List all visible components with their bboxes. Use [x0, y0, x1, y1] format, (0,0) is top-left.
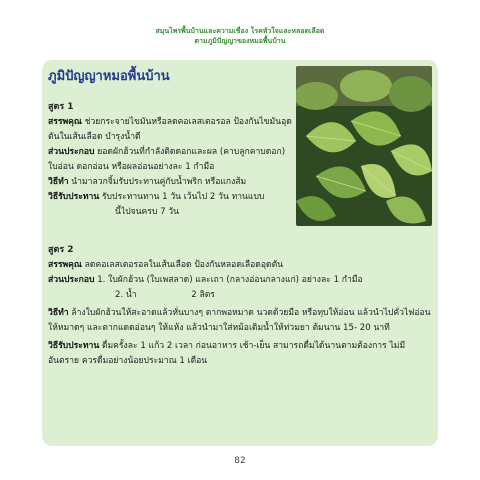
recipe-1-heading: สูตร 1	[48, 102, 74, 112]
recipe-1-usage-label: วิธีรับประทาน	[48, 192, 100, 202]
recipe-1-benefit-text: ช่วยกระจายไขมันหรือลดคอเลสเตอรอล ป้องกันไขมันอุดตันในเส้นเลือด บำรุงน้ำดี	[48, 117, 292, 142]
leaf-illustration	[296, 66, 432, 226]
recipe-1	[48, 100, 292, 220]
recipe-1-benefit-label: สรรพคุณ	[48, 117, 82, 127]
recipe-2	[48, 243, 434, 369]
recipe-2-ingredients	[48, 273, 434, 288]
recipe-2-ingredient-1: 1. ใบผักฮ้วน (ใบเพสลาด) และเถา (กลางอ่อนกลางแก่) อย่างละ 1 กำมือ	[97, 275, 363, 285]
recipe-2-benefit-label: สรรพคุณ	[48, 260, 82, 270]
recipe-2-method-label: วิธีทำ	[48, 308, 69, 318]
recipe-2-usage-text: ดื่มครั้งละ 1 แก้ว 2 เวลา ก่อนอาหาร เช้า-เย็น สามารถดื่มได้นานตามต้องการ ไม่มีอันตราย ควรดื่มอย่างน้อยประมาณ 1 เดือน	[48, 341, 406, 366]
recipe-1-method-text: นำมาลวกจิ้มรับประทานคู่กับน้ำพริก หรือแกงส้ม	[71, 177, 247, 187]
page-number: 82	[234, 456, 246, 466]
recipe-2-usage	[48, 339, 434, 369]
page-header	[0, 26, 480, 46]
recipe-1-ingredients	[48, 145, 292, 175]
header-line-2: ตามภูมิปัญญาของหมอพื้นบ้าน	[194, 37, 286, 45]
recipe-2-heading: สูตร 2	[48, 245, 74, 255]
recipe-1-method	[48, 175, 292, 190]
recipe-1-benefit	[48, 115, 292, 145]
recipe-1-ingredients-text: ยอดผักฮ้วนที่กำลังติดดอกและผล (คาบลูกคาบดอก) ใบอ่อน ดอกอ่อน หรือผลอ่อนอย่างละ 1 กำมือ	[48, 147, 286, 172]
recipe-2-method-text: ล้างใบผักฮ้วนให้สะอาดแล้วหั่นบางๆ ตากพอหมาด นวดด้วยมือ หรือทุบให้อ่อน แล้วนำไปคั่วไฟอ่อน ให้หมาดๆ และตากแดดอ่อนๆ ให้แห้ง แล้วนำมาใส่หม้อเติมน้ำให้ท่วมยา ต้มนาน 15- 20 นาที	[48, 308, 431, 333]
recipe-1-usage	[48, 190, 292, 205]
header-line-1: สมุนไพรพื้นบ้านและความเชื่อง โรคหัวใจและหลอดเลือด	[155, 27, 325, 35]
recipe-1-method-label: วิธีทำ	[48, 177, 69, 187]
recipe-2-benefit	[48, 258, 434, 273]
recipe-1-usage-text-2: นี้ไปจนครบ 7 วัน	[115, 207, 180, 217]
recipe-2-usage-label: วิธีรับประทาน	[48, 341, 100, 351]
recipe-1-usage-text-1: รับประทานทาน 1 วัน เว้นไป 2 วัน ทานแบบ	[101, 192, 265, 202]
recipe-2-ingredients-label: ส่วนประกอบ	[48, 275, 95, 285]
recipe-2-ingredient-2: 2. น้ำ 2 ลิตร	[115, 290, 215, 300]
recipe-2-benefit-text: ลดคอเลสเตอรอลในเส้นเลือด ป้องกันหลอดเลือดอุดตัน	[84, 260, 284, 270]
leaf-photo	[296, 66, 432, 226]
recipe-1-ingredients-label: ส่วนประกอบ	[48, 147, 95, 157]
section-title: ภูมิปัญญาหมอพื้นบ้าน	[48, 69, 170, 84]
recipe-2-method	[48, 306, 434, 336]
